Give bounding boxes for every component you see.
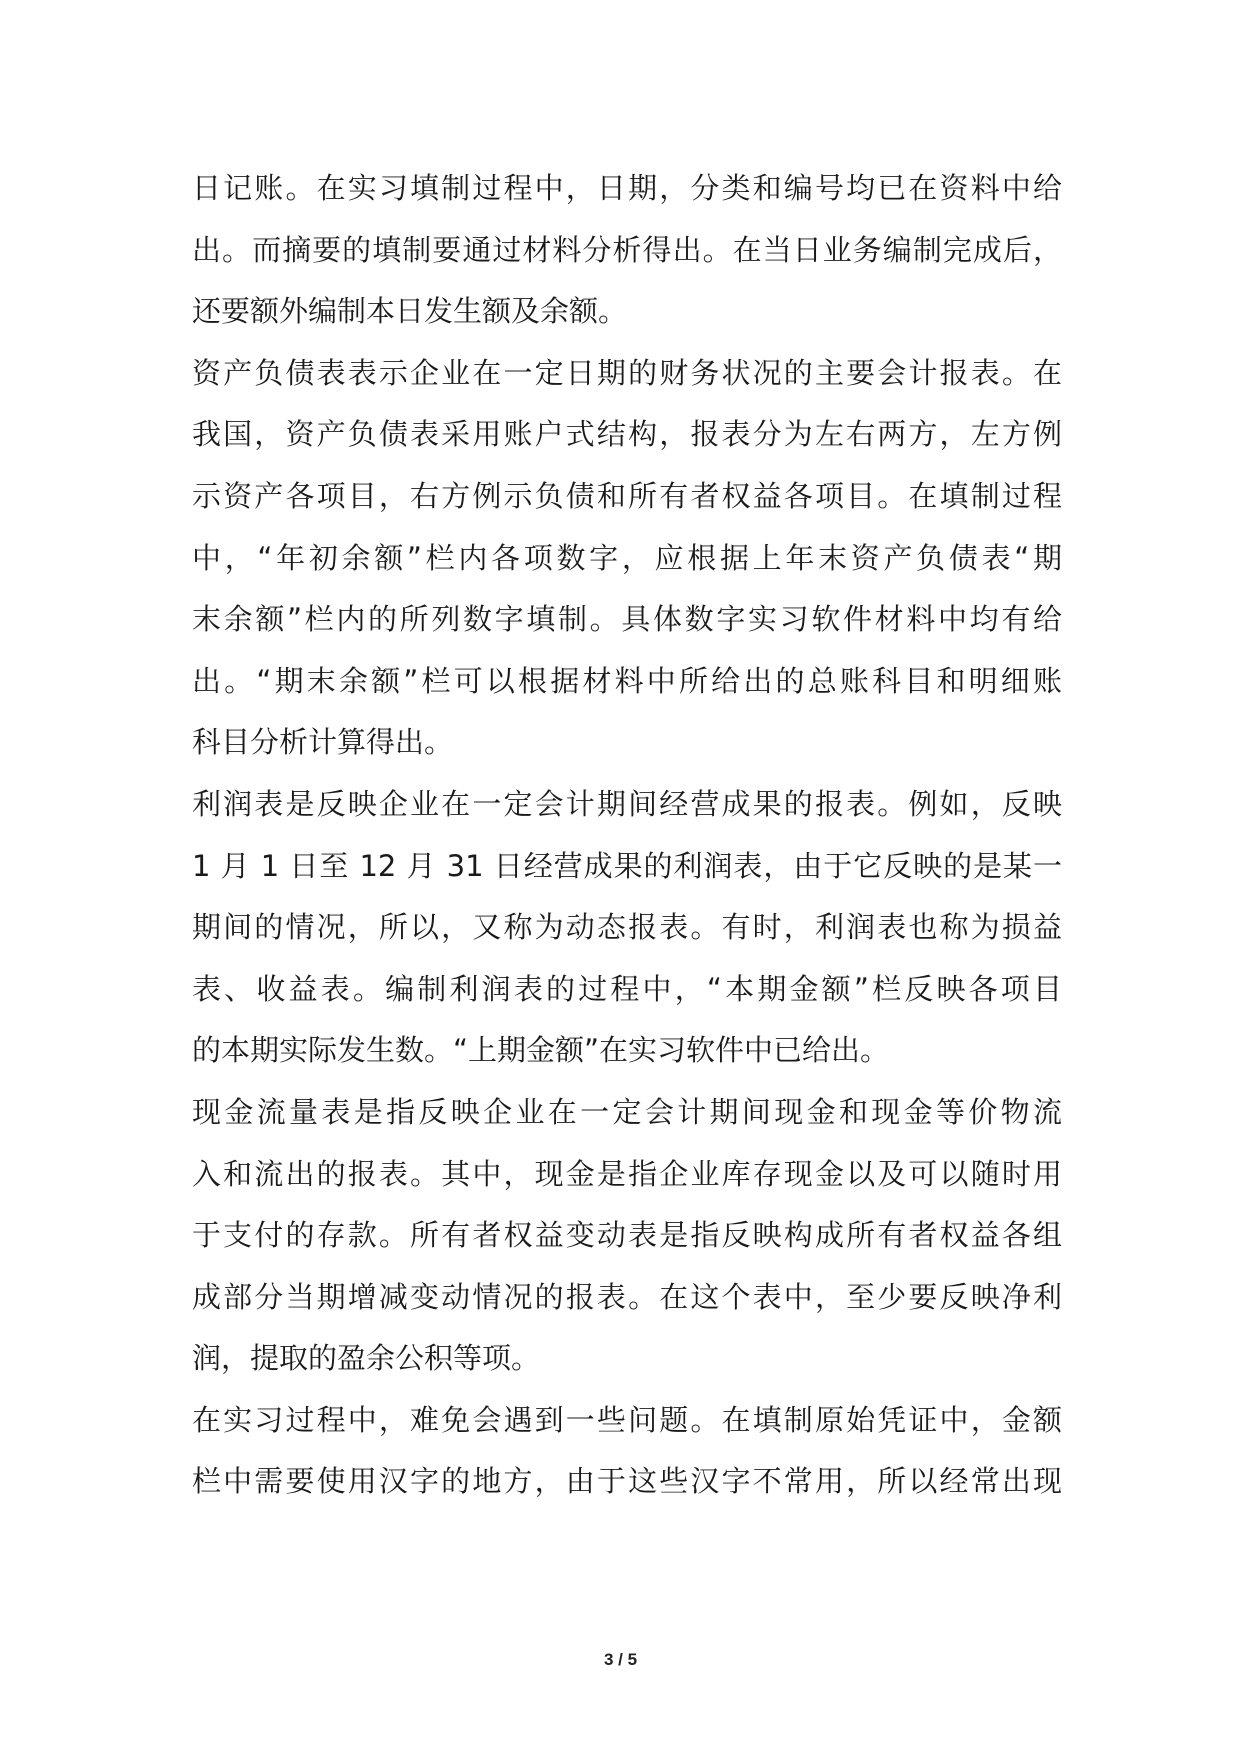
text-line: 科目分析计算得出。 <box>192 725 454 760</box>
text-line: 入和流出的报表。其中，现金是指企业库存现金以及可以随时用 <box>192 1156 1062 1191</box>
text-line: 利润表是反映企业在一定会计期间经营成果的报表。例如，反映 <box>192 786 1062 821</box>
paragraph <box>192 774 1062 1082</box>
text-line: 出。而摘要的填制要通过材料分析得出。在当日业务编制完成后， <box>192 232 1062 267</box>
text-line: 示资产各项目，右方例示负债和所有者权益各项目。在填制过程 <box>192 478 1062 513</box>
text-line: 栏中需要使用汉字的地方，由于这些汉字不常用，所以经常出现 <box>192 1464 1062 1499</box>
paragraph <box>192 158 1062 343</box>
text-line: 于支付的存款。所有者权益变动表是指反映构成所有者权益各组 <box>192 1218 1062 1253</box>
document-body <box>192 158 1062 1513</box>
text-line: 我国，资产负债表采用账户式结构，报表分为左右两方，左方例 <box>192 417 1062 452</box>
paragraph <box>192 343 1062 774</box>
paragraph <box>192 1082 1062 1390</box>
text-line: 润，提取的盈余公积等项。 <box>192 1341 541 1376</box>
text-line: 在实习过程中，难免会遇到一些问题。在填制原始凭证中，金额 <box>192 1402 1062 1437</box>
text-line: 资产负债表表示企业在一定日期的财务状况的主要会计报表。在 <box>192 355 1062 390</box>
text-line: 1 月 1 日至 12 月 31 日经营成果的利润表，由于它反映的是某一 <box>192 848 1062 883</box>
page-number: 3 / 5 <box>603 1650 638 1669</box>
text-line: 还要额外编制本日发生额及余额。 <box>192 294 628 329</box>
text-line: 末余额”栏内的所列数字填制。具体数字实习软件材料中均有给 <box>192 602 1062 637</box>
text-line: 出。“期末余额”栏可以根据材料中所给出的总账科目和明细账 <box>192 663 1062 698</box>
text-line: 中，“年初余额”栏内各项数字，应根据上年末资产负债表“期 <box>192 540 1062 575</box>
text-line: 现金流量表是指反映企业在一定会计期间现金和现金等价物流 <box>192 1094 1062 1129</box>
text-line: 日记账。在实习填制过程中，日期，分类和编号均已在资料中给 <box>192 171 1062 205</box>
paragraph <box>192 1390 1062 1513</box>
text-line: 成部分当期增减变动情况的报表。在这个表中，至少要反映净利 <box>192 1279 1062 1314</box>
text-line: 表、收益表。编制利润表的过程中，“本期金额”栏反映各项目 <box>192 971 1062 1006</box>
text-line: 的本期实际发生数。“上期金额”在实习软件中已给出。 <box>192 1033 890 1068</box>
text-line: 期间的情况，所以，又称为动态报表。有时，利润表也称为损益 <box>192 910 1062 945</box>
